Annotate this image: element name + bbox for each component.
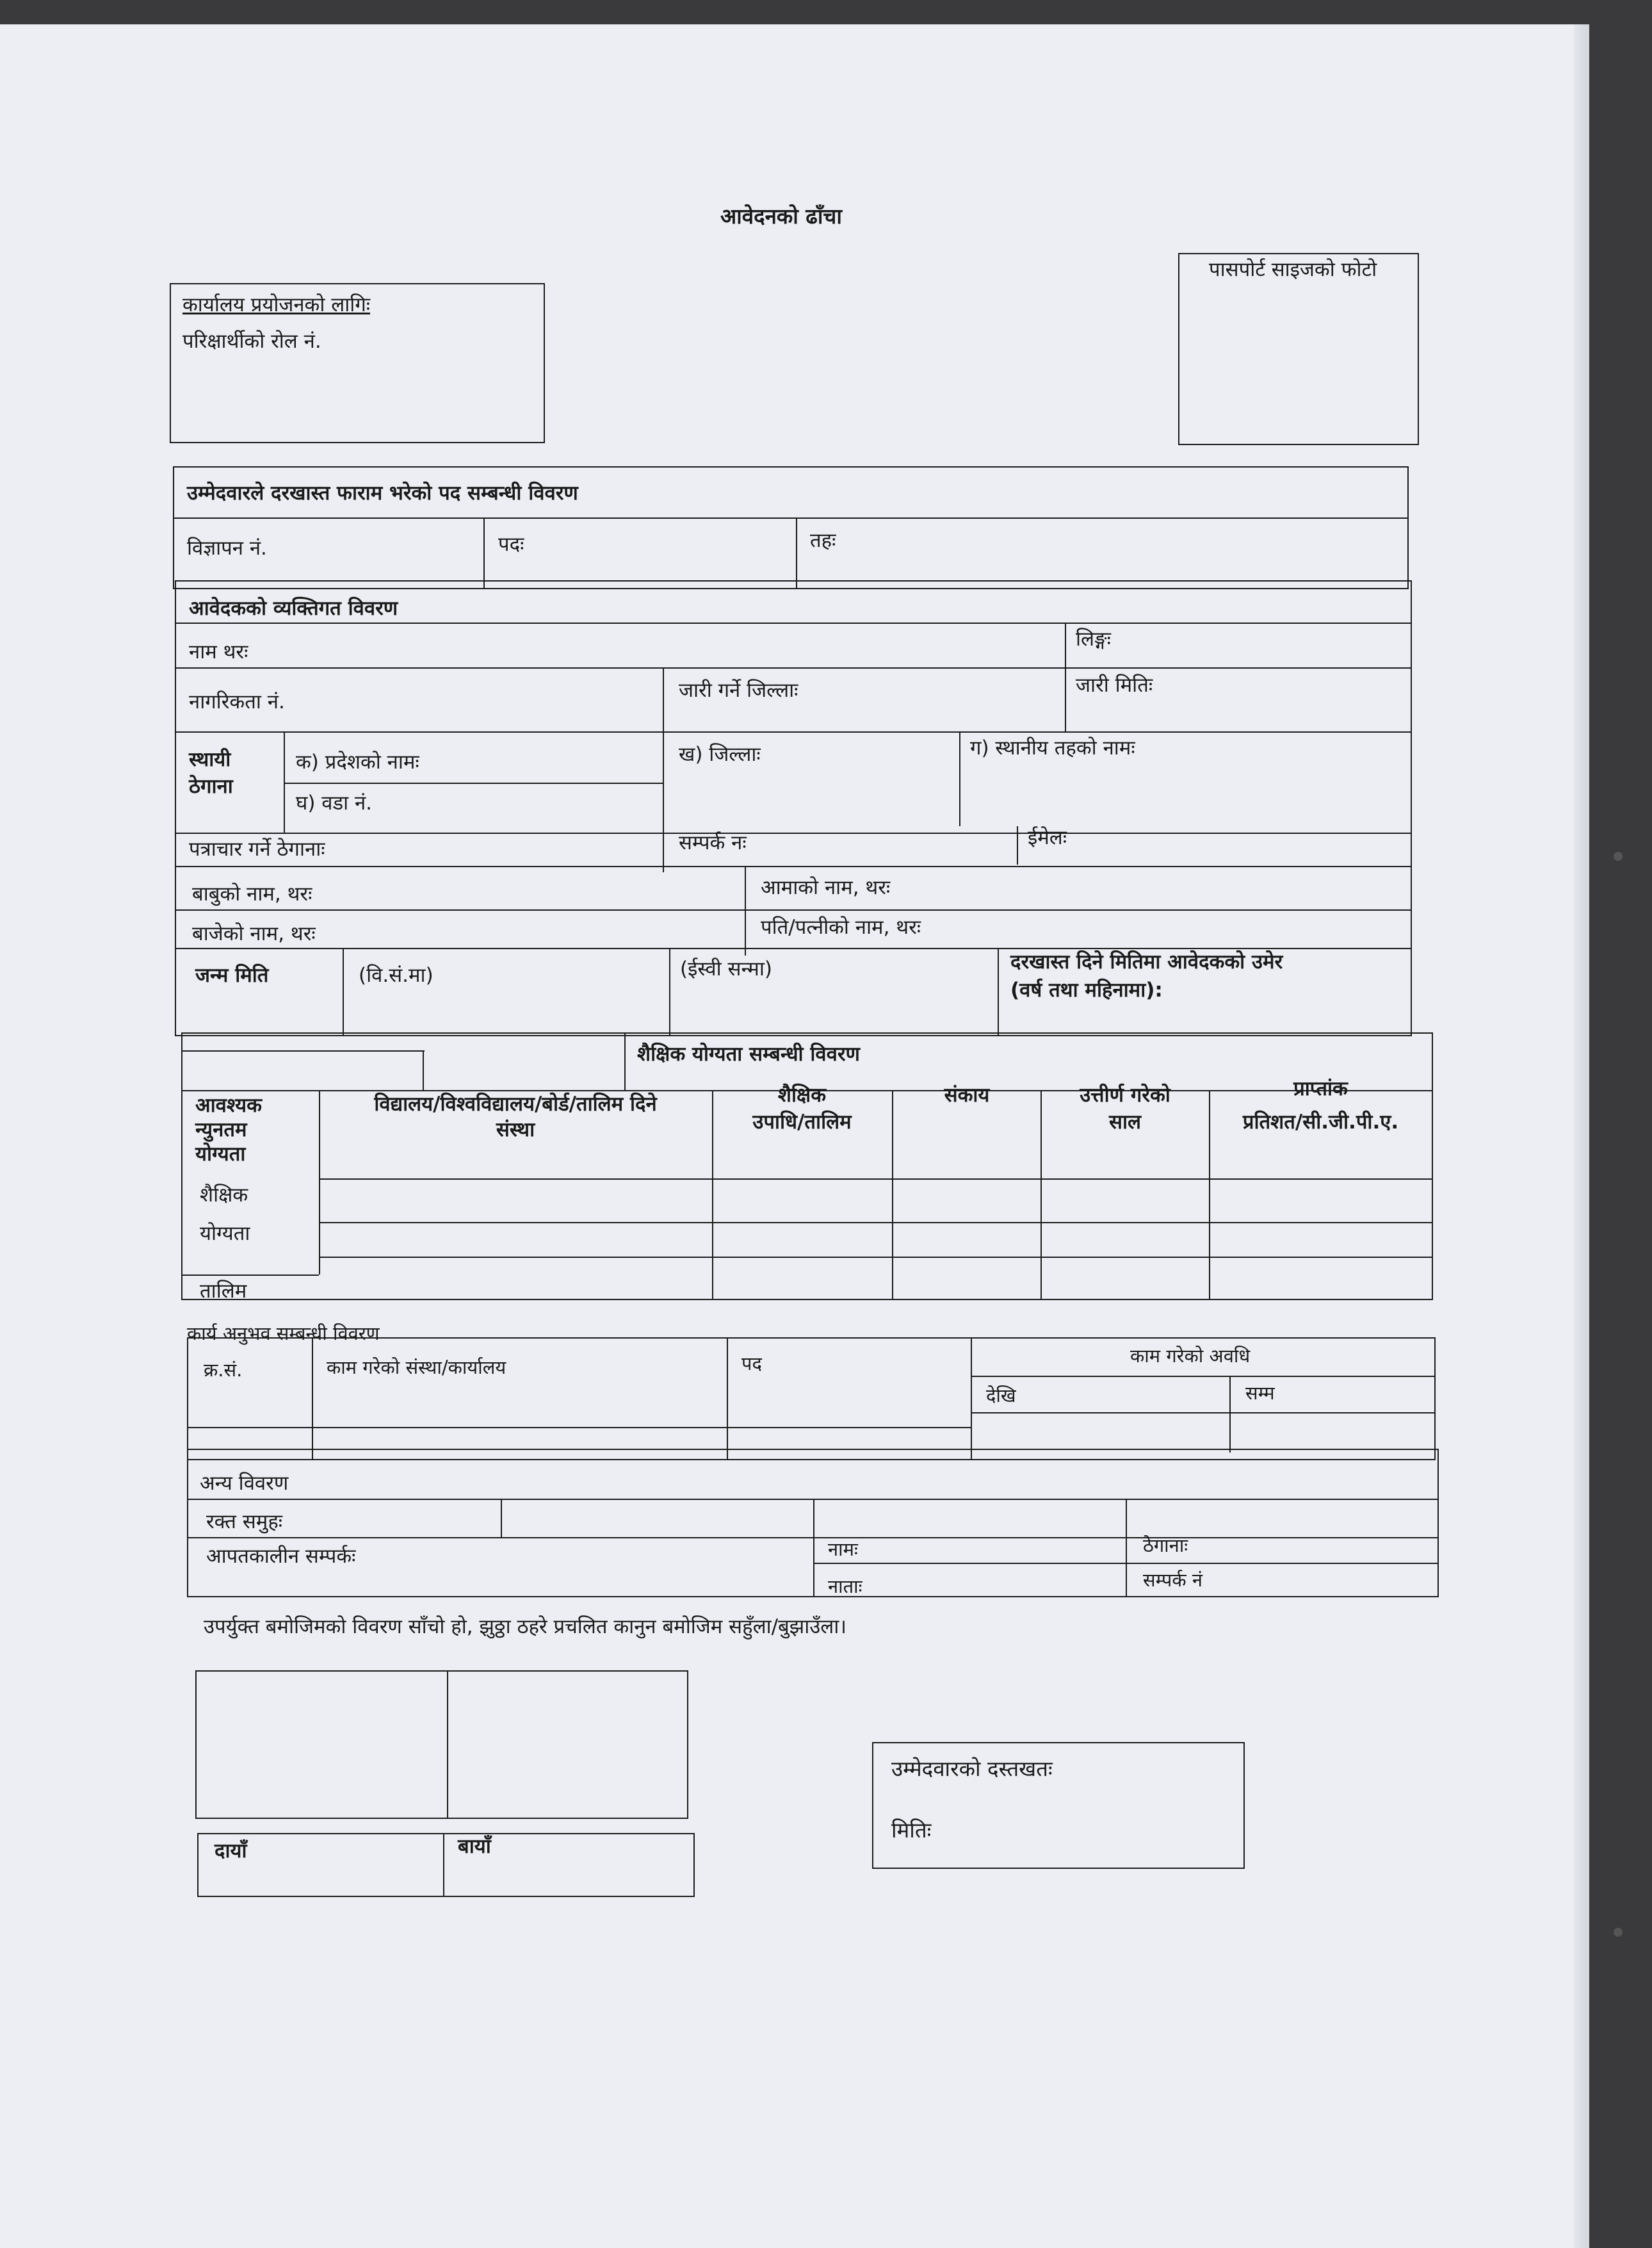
office-use-heading: कार्यालय प्रयोजनको लागिः [182,293,371,316]
col-degree: शैक्षिक [777,1084,827,1107]
edu-qual-label: शैक्षिक [200,1184,248,1207]
edu-qual-label-2: योग्यता [200,1222,250,1245]
col-pass-year: उत्तीर्ण गरेको [1080,1084,1170,1107]
col-faculty: संकाय [944,1084,990,1107]
paper-fold [1574,24,1589,2248]
blood-group-field[interactable]: रक्त समुहः [206,1510,283,1533]
personal-section-heading: आवेदकको व्यक्तिगत विवरण [189,597,398,620]
signature-label[interactable]: उम्मेदवारको दस्तखतः [891,1756,1053,1781]
age-label-2[interactable]: (वर्ष तथा महिनामा): [1010,979,1163,1002]
citizenship-no-field[interactable]: नागरिकता नं. [189,690,285,713]
contact-no-field[interactable]: सम्पर्क नः [679,831,747,854]
min-qual-label-3: योग्यता [195,1143,246,1166]
col-institution: विद्यालय/विश्वविद्यालय/बोर्ड/तालिम दिने [374,1093,657,1116]
punch-hole [1614,1928,1623,1937]
exp-col-duration: काम गरेको अवधि [1130,1345,1251,1367]
email-field[interactable]: ईमेलः [1028,826,1067,849]
punch-hole [1614,852,1623,861]
exp-col-from: देखि [986,1385,1016,1406]
grandfather-name-field[interactable]: बाजेको नाम, थरः [192,922,316,945]
declaration-text: उपर्युक्त बमोजिमको विवरण साँचो हो, झुठ्ठा ठहरे प्रचलित कानुन बमोजिम सहुँला/बुझाउँला। [204,1615,847,1638]
emergency-relation-field[interactable]: नाताः [828,1576,862,1597]
exp-col-sn: क्र.सं. [204,1359,243,1381]
thumbprint-box [195,1670,688,1819]
emergency-address-field[interactable]: ठेगानाः [1143,1535,1188,1556]
min-qual-label-2: न्युनतम [195,1118,247,1141]
dob-label: जन्म मिति [195,964,269,987]
emergency-contact-no-field[interactable]: सम्पर्क नं [1143,1569,1203,1591]
dob-bs-field[interactable]: (वि.सं.मा) [359,964,433,987]
level-field[interactable]: तहः [810,529,836,552]
mother-name-field[interactable]: आमाको नाम, थरः [761,876,891,899]
province-field[interactable]: क) प्रदेशको नामः [296,751,419,774]
name-field[interactable]: नाम थरः [189,640,248,664]
min-qual-label: आवश्यक [195,1094,262,1117]
post-field[interactable]: पदः [498,533,524,556]
col-score-2: प्रतिशत/सी.जी.पी.ए. [1242,1111,1399,1134]
local-level-field[interactable]: ग) स्थानीय तहको नामः [970,737,1135,760]
emergency-contact-label: आपतकालीन सम्पर्कः [206,1545,356,1568]
spouse-name-field[interactable]: पति/पत्नीको नाम, थरः [761,916,921,939]
form-title: आवेदनको ढाँचा [720,204,842,229]
emergency-name-field[interactable]: नामः [828,1538,858,1560]
issue-district-field[interactable]: जारी गर्ने जिल्लाः [679,679,798,702]
permanent-address-label-2: ठेगाना [189,775,233,798]
district-field[interactable]: ख) जिल्लाः [679,743,761,766]
mailing-address-field[interactable]: पत्राचार गर्ने ठेगानाः [189,838,325,861]
col-degree-2: उपाधि/तालिम [752,1111,852,1134]
exp-col-post: पद [741,1353,762,1374]
right-thumb-label: दायाँ [215,1839,247,1862]
thumbprint-label-box [197,1833,695,1897]
post-section-heading: उम्मेदवारले दरखास्त फाराम भरेको पद सम्बन्धी विवरण [187,482,578,505]
exp-col-office: काम गरेको संस्था/कार्यालय [327,1356,506,1378]
education-section-heading: शैक्षिक योग्यता सम्बन्धी विवरण [637,1043,860,1066]
col-pass-year-2: साल [1108,1111,1141,1134]
age-label: दरखास्त दिने मितिमा आवेदकको उमेर [1010,950,1283,973]
education-section-box [181,1032,1433,1300]
left-thumb-label: बायाँ [458,1835,491,1858]
signature-date-label[interactable]: मितिः [891,1818,932,1843]
advert-no-field[interactable]: विज्ञापन नं. [187,537,267,560]
permanent-address-label: स्थायी [189,748,231,771]
photo-label: पासपोर्ट साइजको फोटो [1209,258,1377,281]
exp-col-to: सम्म [1245,1382,1275,1404]
col-score: प्राप्तांक [1293,1077,1348,1100]
col-institution-2: संस्था [496,1118,535,1141]
issue-date-field[interactable]: जारी मितिः [1076,674,1153,697]
dob-ad-field[interactable]: (ईस्वी सन्मा) [680,957,772,981]
other-section-heading: अन्य विवरण [200,1472,289,1495]
ward-no-field[interactable]: घ) वडा नं. [296,792,373,815]
gender-field[interactable]: लिङ्गः [1076,628,1111,651]
roll-no-label: परिक्षार्थीको रोल नं. [182,330,321,353]
training-label: तालिम [200,1280,247,1303]
father-name-field[interactable]: बाबुको नाम, थरः [192,883,312,906]
experience-section-heading: कार्य अनुभव सम्बन्धी विवरण [187,1323,380,1344]
